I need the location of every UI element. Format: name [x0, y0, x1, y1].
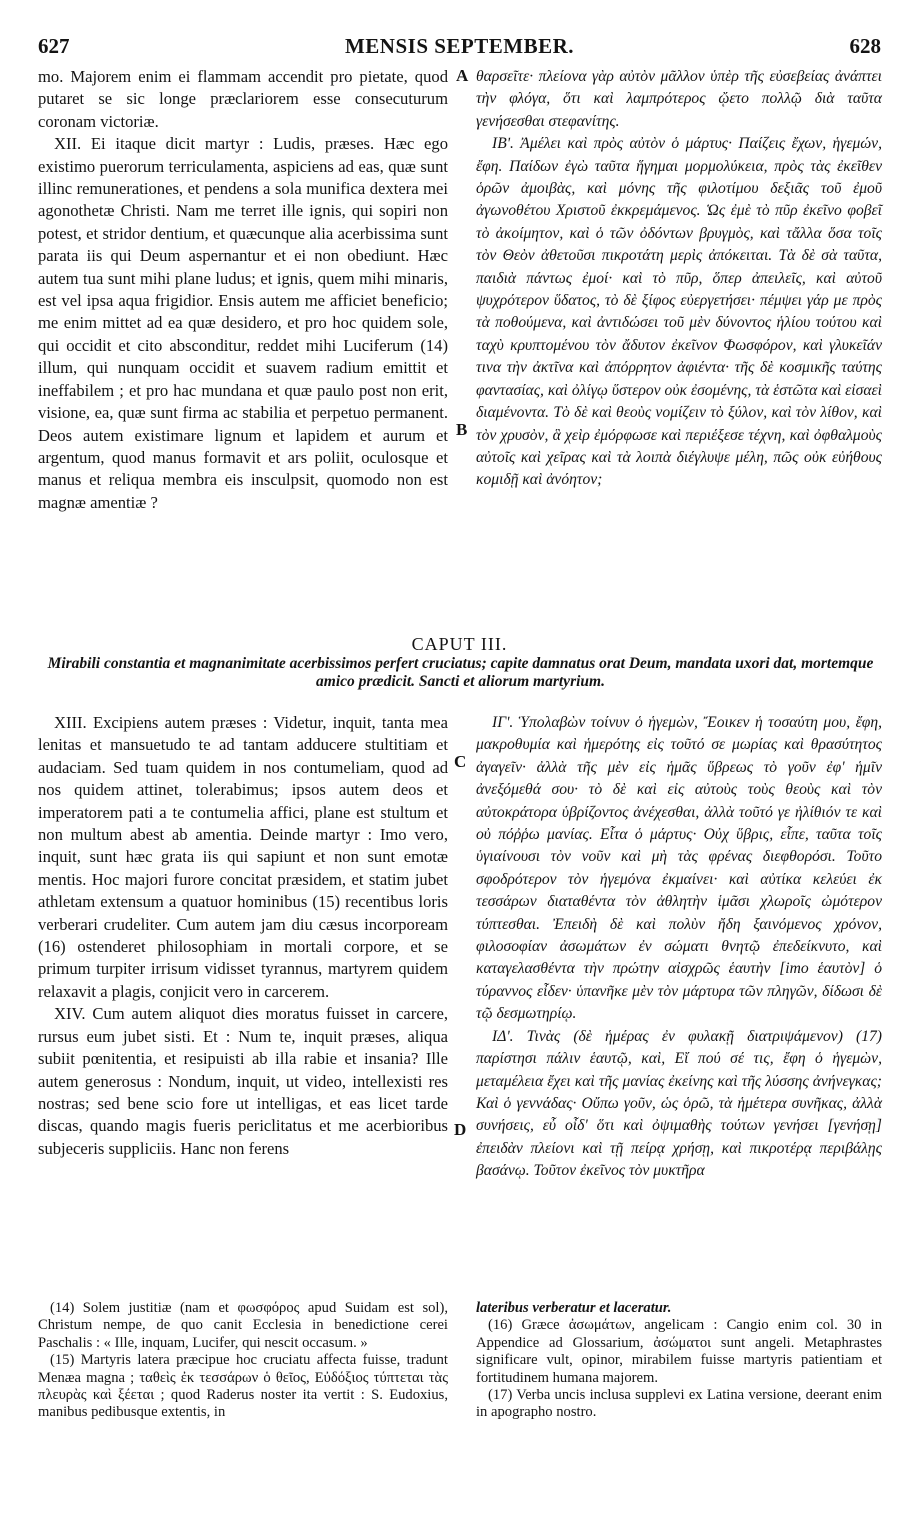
margin-letter-c: C	[454, 752, 467, 771]
latin-column-top	[38, 66, 448, 514]
latin-paragraph: XIII. Excipiens autem præses : Videtur, inquit, tanta mea lenitas et mansuetudo te ad tantam adducere stultitiam et audaciam. Sed tuam quidem in nos contumeliam, quod ad nos quidem attinet, tolerabimus; ipsos autem deos et imperatorem pati a te contumelia affici, plane est stultum et non multum abest ab amentia. Deinde martyr : Imo vero, inquit, sunt hæc grata iis qui sapiunt et non sunt emotæ mentis. Hoc majori furore concitat præsidem, et statim jubet athletam extensum a quatuor hominibus (15) recentibus loris verberari crudeliter. Cum autem jam diu cæsus incorpoream (16) ostenderet philosophiam in mortali corpore, et se primum turpiter irrisum vidisset tyrannus, martyrem quidem relaxavit a plagis, conjicit vero in carcerem.	[38, 713, 448, 1001]
margin-letter-d: D	[454, 1120, 467, 1139]
page-number-right: 628	[849, 34, 881, 58]
footnote: (17) Verba uncis inclusa supplevi ex Latina versione, deerant enim in apographo nostro.	[476, 1387, 882, 1421]
latin-paragraph: XIV. Cum autem aliquot dies moratus fuisset in carcere, rursus eum jubet sisti. Et : Num te, inquit præses, aliqua subiit pœnitentia, et resipuisti ab illa rabie et insania? Ille autem generosus : Nondum, inquit, ut video, intellexisti res nostras; sed bene scio fore ut intelligas, et eas licet tarde discas, quando magis fueris periclitatus et me acerbioribus subjeceris suppliciis. Hanc non ferens	[38, 1004, 448, 1158]
running-header	[38, 34, 881, 62]
footnote: (16) Græce ἀσωμάτων, angelicam : Cangio enim col. 30 in Appendice ad Glossarium, ἀσώματοι sunt angeli. Metaphrastes significare vult, opinor, mirabilem fuisse martyris patientiam et fortitudinem humana majorem.	[476, 1317, 882, 1386]
greek-paragraph: ΙΒʹ. Ἀμέλει καὶ πρὸς αὐτὸν ὁ μάρτυς· Παίζεις ἔχων, ἡγεμών, ἔφη. Παίδων ἐγὼ ταῦτα ἥγημαι μορμολύκεια, πρὸς τὰς ἐκεῖθεν ὁρῶν ἀμοιβὰς, καὶ μόνης τῆς φιλοτίμου δεξιᾶς τοῦ ἐμοῦ ἀγωνοθέτου Χριστοῦ ἐκκρεμάμενος. Ὡς ἐμὲ τὸ πῦρ ἐκεῖνο φοβεῖ τὸ ἀκοίμητον, καὶ ὁ τῶν ὀδόντων βρυγμὸς, καὶ τἄλλα ὅσα τοῖς τὸν Θεὸν ἀθετοῦσι πικροτάτη μερὶς ἀπόκειται. Τὰ δὲ σὰ ταῦτα, παιδιὰ πάντως ἐμοί· καὶ τὸ πῦρ, ὅπερ ἀπειλεῖς, καὶ αὐτοῦ ψυχρότερον ὕδατος, τὸ δὲ ξίφος εὐεργετήσει· πέμψει γάρ με πρὸς τὰ ποθούμενα, καὶ ἀντιδώσει τοῦ μὲν δύνοντος ἡλίου τούτου καὶ ταχὺ κρυπτομένου τὸν ἄδυτον ἐκεῖνον Φωσφόρον, καὶ γλυκεῖάν τινα τὴν ἀκτῖνα καὶ ἀπόρρητον ἀφιέντα· τῆς δὲ κοσμικῆς ταύτης φαντασίας, καὶ ὀλίγῳ ὕστερον οὐκ ἐσομένης, τὰ ἑστῶτα καὶ εἰσαεὶ διαμένοντα. Τὸ δὲ καὶ θεοὺς νομίζειν τὸ ξύλον, καὶ τὸν λίθον, καὶ τὸν χρυσὸν, ἃ χεὶρ ἐμόρφωσε καὶ περιέξεσε τέχνη, καὶ ὀφθαλμοὺς αὐτοῖς καὶ χεῖρας καὶ τὰ λοιπὰ διέγλυψε μέλη, πῶς οὐκ εὐήθους κομιδῇ καὶ ἀνόητον;	[476, 135, 882, 489]
chapter-summary: Mirabili constantia et magnanimitate acerbissimos perfert cruciatus; capite damnatus orat Deum, mandata uxori dat, mortemque amico prædicit. Sancti et aliorum martyrium.	[47, 655, 874, 690]
margin-letter-b: B	[456, 420, 468, 439]
page-number-left: 627	[38, 34, 70, 58]
running-title: MENSIS SEPTEMBER.	[344, 34, 575, 58]
greek-paragraph: θαρσεῖτε· πλείονα γὰρ αὐτὸν μᾶλλον ὑπὲρ τῆς εὐσεβείας ἀνάπτει τὴν φλόγα, ὅτι καὶ λαμπρότερος ᾤετο πολλῷ διὰ ταῦτα γενήσεσθαι στεφανίτης.	[476, 68, 882, 130]
latin-column-bottom	[38, 712, 448, 1160]
greek-paragraph: ΙΔʹ. Τινὰς (δὲ ἡμέρας ἐν φυλακῇ διατριψάμενον) (17) παρίστησι πάλιν ἑαυτῷ, καὶ, Εἴ πού σέ τις, ἔφη ὁ ἡγεμὼν, μεταμέλεια ἔχει καὶ τῆς μανίας ἐκείνης καὶ τῆς λύσσης ἀνήνεγκας; Καὶ ὁ γεννάδας· Οὔπω γοῦν, ὡς ὁρῶ, τὰ ἡμέτερα συνῆκας, ἀλλὰ συνήσεις, εὖ οἶδ' ὅτι καὶ ὀψιμαθὴς τούτων γενήσει [γενήσῃ] ἐπειδὰν πλείονι καὶ τῇ πείρᾳ χρήσῃ, καὶ πικροτέρᾳ περιβάλῃς βασάνῳ. Τοῦτον ἐκεῖνος τὸν μυκτῆρα	[476, 1027, 882, 1180]
latin-paragraph: XII. Ei itaque dicit martyr : Ludis, præses. Hæc ego existimo puerorum terriculamenta, aspiciens ad eas, quæ sunt illinc remunerationes, et pendens a sola munifica dextera mei agonothetæ Christi. Nam me terret ille ignis, qui sopiri non potest, et stridor dentium, et quæcunque alia acerbissima sunt parata iis qui Deum aspernantur et ei non obediunt. Hæc autem tua sunt mihi plane ludus; et ignis, quem mihi minaris, est vel ipsa aqua frigidior. Ensis autem me afficiet beneficio; me enim mittet ad ea quæ desidero, et pro hoc quidem sole, qui occidit et cito absconditur, reddet mihi Luciferum (14) illum, qui nunquam occidit et suavem radium emittit et ineffabilem ; et pro hac mundana et quæ paulo post non erit, visione, ea, quæ sunt firma ac stabilia et perpetuo permanent. Deos autem existimare lignum et lapidem et aurum et argentum, quod manus formavit et ars poliit, oculosque et manus et reliqua membra eis insculpsit, quomodo non est magnæ amentiæ ?	[38, 134, 448, 512]
footnote: (15) Martyris latera præcipue hoc cruciatu affecta fuisse, tradunt Menæa magna ; ταθεὶς ἐκ τεσσάρων ὁ θεῖος, Εὐδόξιος τύπτεται τὰς πλευρὰς καὶ ξέεται ; quod Raderus noster ita vertit : S. Eudoxius, manibus pedibusque extentis, in	[38, 1352, 448, 1421]
greek-paragraph: ΙΓʹ. Ὑπολαβὼν τοίνυν ὁ ἡγεμὼν, Ἔοικεν ἡ τοσαύτη μου, ἔφη, μακροθυμία καὶ ἡμερότης εἰς τοῦτό σε μωρίας καὶ θρασύτητος ἀγαγεῖν· ἀλλὰ τῆς μὲν εἰς ἡμᾶς ὕβρεως τὸ γοῦν ἐφ' ἡμῖν ἀνεξόμεθά σου· τὸ δὲ καὶ εἰς αὐτοὺς τοὺς θεοὺς καὶ τὸν αὐτοκράτορα ὑβρίζοντος ἀνέχεσθαι, ἀλλὰ τοῦτό γε ἠλίθιόν τε καὶ οὐ πόῤῥω μανίας. Εἶτα ὁ μάρτυς· Οὐχ ὕβρις, εἶπε, ταῦτα τοῖς ὑγιαίνουσι τὸν νοῦν καὶ μὴ τὰς φρένας διεφθορόσι. Τοῦτο σφοδρότερον τὸν ἡγεμόνα ἐκμαίνει· καὶ αὐτίκα κελεύει ἐκ τεσσάρων διαταθέντα τὸν ἀθλητὴν ἱμᾶσι χλωροῖς ὠμότερον τύπτεσθαι. Ἐπειδὴ δὲ καὶ πολὺν ἤδη ξαινόμενος χρόνον, φιλοσοφίαν ἀσωμάτων ἐν σώματι θνητῷ ἐπεδείκνυτο, καὶ καταγελασθέντα τὴν πρώτην αἰσχρῶς ἑαυτὴν [imo ἑαυτὸν] ὁ τύραννος εἶδεν· ὑπανῆκε μὲν τὸν μάρτυρα τῶν πληγῶν, δίδωσι δὲ τῷ δεσμωτηρίῳ.	[476, 714, 882, 1023]
greek-column-top	[476, 66, 882, 492]
footnote: (14) Solem justitiæ (nam et φωσφόρος apud Suidam est sol), Christum nempe, de quo canit Ecclesia in benedictione cerei Paschalis : « Ille, inquam, Lucifer, qui nescit occasum. »	[38, 1300, 448, 1351]
greek-column-bottom	[476, 712, 882, 1183]
margin-letter-a: A	[456, 66, 469, 85]
footnotes-left	[38, 1300, 448, 1422]
footnote: lateribus verberatur et laceratur.	[476, 1300, 672, 1316]
latin-paragraph: mo. Majorem enim ei flammam accendit pro pietate, quod putaret se sic longe præclariorem esse consecuturum coronam victoriæ.	[38, 67, 448, 131]
footnotes-right	[476, 1300, 882, 1422]
chapter-title: CAPUT III.	[411, 634, 508, 654]
